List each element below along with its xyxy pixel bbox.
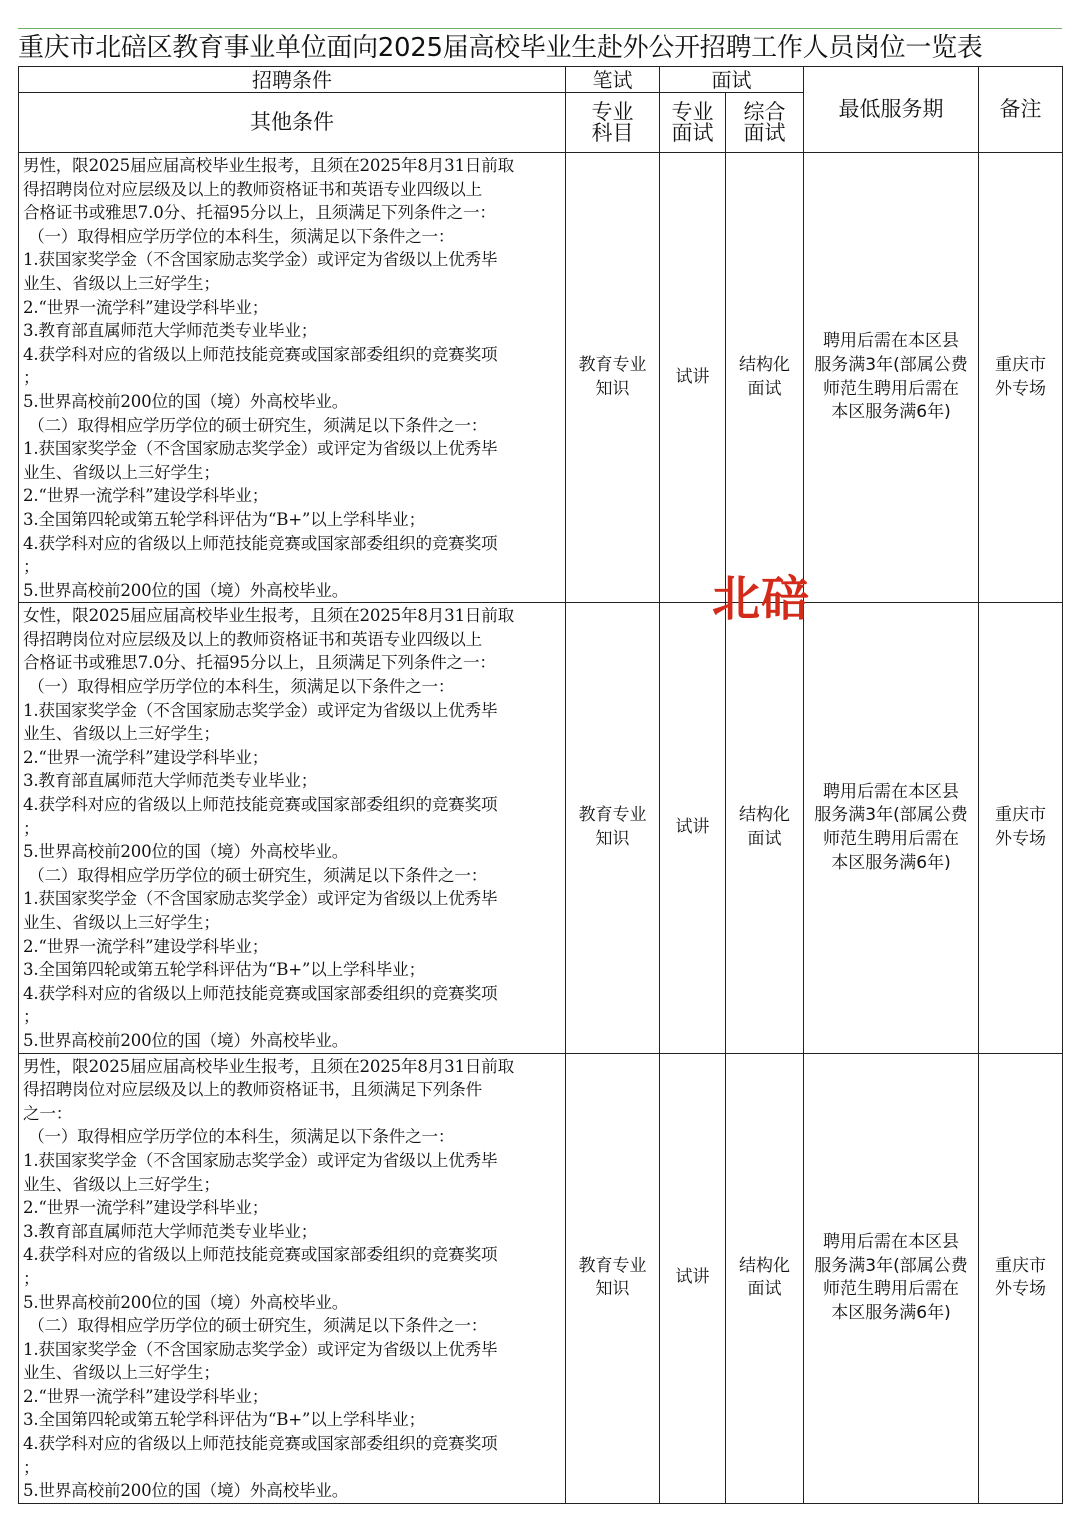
zonghe-mianshi-cell: 结构化 面试 — [726, 153, 804, 603]
condition-cell: 女性，限2025届应届高校毕业生报考，且须在2025年8月31日前取 得招聘岗位对应层级及以上的教师资格证书和英语专业四级以上 合格证书或雅思7.0分、托福95分以上，且须满足下列条件之一： （一）取得相应学历学位的本科生，须满足以下条件之一： 1.获国家奖学金（不含国家励志奖学金）或评定为省级以上优秀毕 业生、省级以上三好学生； 2.“世界一流学科”建设学科毕业； 3.教育部直属师范大学师范类专业毕业； 4.获学科对应的省级以上师范技能竞赛或国家部委组织的竞赛奖项 ； 5.世界高校前200位的国（境）外高校毕业。 （二）取得相应学历学位的硕士研究生，须满足以下条件之一： 1.获国家奖学金（不含国家励志奖学金）或评定为省级以上优秀毕 业生、省级以上三好学生； 2.“世界一流学科”建设学科毕业； 3.全国第四轮或第五轮学科评估为“B+”以上学科毕业； 4.获学科对应的省级以上师范技能竞赛或国家部委组织的竞赛奖项 ； 5.世界高校前200位的国（境）外高校毕业。 — [19, 603, 566, 1053]
beizhu-cell: 重庆市 外专场 — [979, 153, 1063, 603]
bishi-cell: 教育专业 知识 — [566, 603, 660, 1053]
header-zhuanye-kemu: 专业 科目 — [566, 93, 660, 153]
header-mianshi: 面试 — [660, 67, 804, 93]
header-zhuanye-mianshi: 专业 面试 — [660, 93, 726, 153]
fuwuqi-cell: 聘用后需在本区县 服务满3年(部属公费 师范生聘用后需在 本区服务满6年) — [804, 153, 979, 603]
document-page — [18, 28, 1062, 1501]
bishi-cell: 教育专业 知识 — [566, 1053, 660, 1503]
header-bishi: 笔试 — [566, 67, 660, 93]
fuwuqi-cell: 聘用后需在本区县 服务满3年(部属公费 师范生聘用后需在 本区服务满6年) — [804, 603, 979, 1053]
header-zuidi-fuwuqi: 最低服务期 — [804, 67, 979, 153]
zhuanye-mianshi-cell: 试讲 — [660, 1053, 726, 1503]
beizhu-cell: 重庆市 外专场 — [979, 603, 1063, 1053]
fuwuqi-cell: 聘用后需在本区县 服务满3年(部属公费 师范生聘用后需在 本区服务满6年) — [804, 1053, 979, 1503]
header-qita-tiaojian: 其他条件 — [19, 93, 566, 153]
beizhu-cell: 重庆市 外专场 — [979, 1053, 1063, 1503]
zhuanye-mianshi-cell: 试讲 — [660, 153, 726, 603]
header-zhaopin-tiaojian: 招聘条件 — [19, 67, 566, 93]
condition-cell: 男性，限2025届应届高校毕业生报考，且须在2025年8月31日前取 得招聘岗位对应层级及以上的教师资格证书和英语专业四级以上 合格证书或雅思7.0分、托福95分以上，且须满足下列条件之一： （一）取得相应学历学位的本科生，须满足以下条件之一： 1.获国家奖学金（不含国家励志奖学金）或评定为省级以上优秀毕 业生、省级以上三好学生； 2.“世界一流学科”建设学科毕业； 3.教育部直属师范大学师范类专业毕业； 4.获学科对应的省级以上师范技能竞赛或国家部委组织的竞赛奖项 ； 5.世界高校前200位的国（境）外高校毕业。 （二）取得相应学历学位的硕士研究生，须满足以下条件之一： 1.获国家奖学金（不含国家励志奖学金）或评定为省级以上优秀毕 业生、省级以上三好学生； 2.“世界一流学科”建设学科毕业； 3.全国第四轮或第五轮学科评估为“B+”以上学科毕业； 4.获学科对应的省级以上师范技能竞赛或国家部委组织的竞赛奖项 ； 5.世界高校前200位的国（境）外高校毕业。 — [19, 153, 566, 603]
condition-cell: 男性，限2025届应届高校毕业生报考，且须在2025年8月31日前取 得招聘岗位对应层级及以上的教师资格证书，且须满足下列条件 之一： （一）取得相应学历学位的本科生，须满足以下条件之一： 1.获国家奖学金（不含国家励志奖学金）或评定为省级以上优秀毕 业生、省级以上三好学生； 2.“世界一流学科”建设学科毕业； 3.教育部直属师范大学师范类专业毕业； 4.获学科对应的省级以上师范技能竞赛或国家部委组织的竞赛奖项 ； 5.世界高校前200位的国（境）外高校毕业。 （二）取得相应学历学位的硕士研究生，须满足以下条件之一： 1.获国家奖学金（不含国家励志奖学金）或评定为省级以上优秀毕 业生、省级以上三好学生； 2.“世界一流学科”建设学科毕业； 3.全国第四轮或第五轮学科评估为“B+”以上学科毕业； 4.获学科对应的省级以上师范技能竞赛或国家部委组织的竞赛奖项 ； 5.世界高校前200位的国（境）外高校毕业。 — [19, 1053, 566, 1503]
bishi-cell: 教育专业 知识 — [566, 153, 660, 603]
watermark-text: 北碚 — [712, 571, 811, 627]
table-row — [19, 603, 1063, 1053]
header-beizhu: 备注 — [979, 67, 1063, 153]
header-zonghe-mianshi: 综合 面试 — [726, 93, 804, 153]
table-row — [19, 1053, 1063, 1503]
zhuanye-mianshi-cell: 试讲 — [660, 603, 726, 1053]
header-row-1 — [19, 67, 1063, 93]
zonghe-mianshi-cell: 结构化 面试 — [726, 1053, 804, 1503]
page-title: 重庆市北碚区教育事业单位面向2025届高校毕业生赴外公开招聘工作人员岗位一览表 — [18, 28, 1062, 67]
positions-table — [18, 66, 1063, 1504]
zonghe-mianshi-cell: 结构化 面试 — [726, 603, 804, 1053]
table-row — [19, 153, 1063, 603]
